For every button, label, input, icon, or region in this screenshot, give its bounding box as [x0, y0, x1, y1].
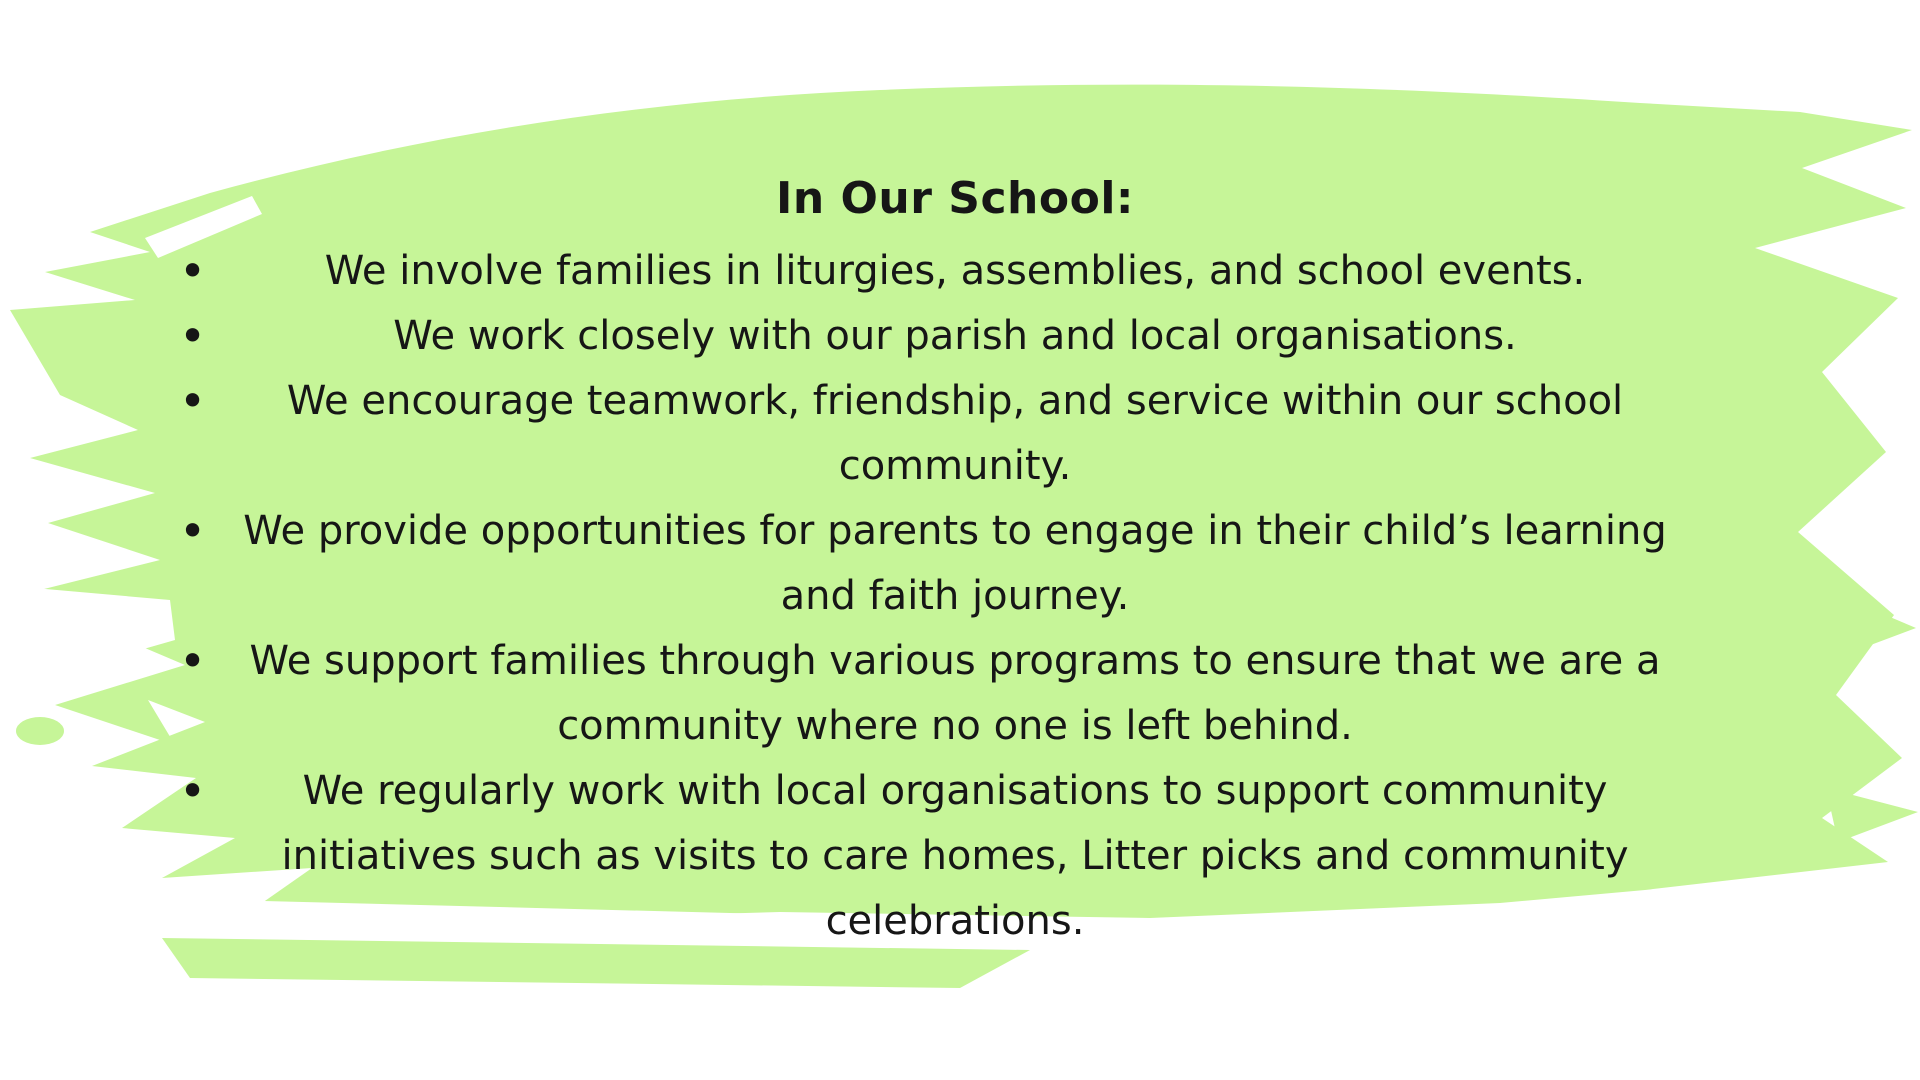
- brush-white-wedge-left: [0, 585, 175, 690]
- bullet-text: We support families through various programs to ensure that we are a community where no one is left behind.: [249, 638, 1661, 749]
- bullet-list: [179, 239, 1725, 954]
- brush-dot-left: [16, 717, 64, 745]
- bullet-text: We provide opportunities for parents to engage in their child’s learning and faith journey.: [243, 508, 1667, 619]
- bullet-text: We involve families in liturgies, assemblies, and school events.: [324, 248, 1586, 294]
- bullet-icon: •: [179, 764, 207, 818]
- bullet-text: We regularly work with local organisations to support community initiatives such as visits to care homes, Litter picks and community celebrations.: [281, 768, 1629, 944]
- list-item: [179, 629, 1725, 759]
- bullet-icon: •: [179, 634, 207, 688]
- list-item: [179, 239, 1725, 304]
- content-block: [179, 172, 1725, 954]
- list-item: [179, 499, 1725, 629]
- brush-shard-right-2: [1826, 788, 1918, 842]
- list-item: [179, 369, 1725, 499]
- bullet-icon: •: [179, 244, 207, 298]
- bullet-text: We encourage teamwork, friendship, and service within our school community.: [286, 378, 1624, 489]
- list-item: [179, 304, 1725, 369]
- list-item: [179, 759, 1725, 954]
- bullet-text: We work closely with our parish and local organisations.: [393, 313, 1517, 359]
- bullet-icon: •: [179, 309, 207, 363]
- bullet-icon: •: [179, 504, 207, 558]
- page-title: In Our School:: [776, 173, 1134, 224]
- bullet-icon: •: [179, 374, 207, 428]
